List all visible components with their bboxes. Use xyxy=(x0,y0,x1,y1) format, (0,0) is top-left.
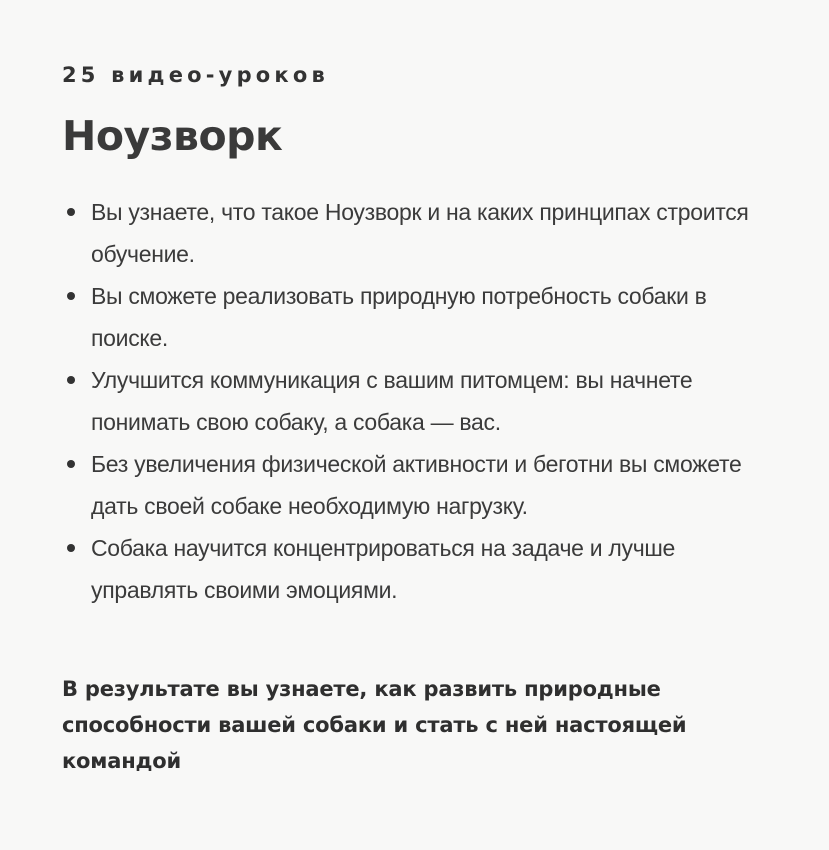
list-item xyxy=(62,275,782,359)
bullet-icon xyxy=(67,208,75,216)
list-item xyxy=(62,443,782,527)
bullet-icon xyxy=(67,544,75,552)
list-item-text: Вы узнаете, что такое Ноузворк и на каких принципах строится обучение. xyxy=(91,199,749,267)
course-title: Ноузворк xyxy=(62,112,283,160)
bullet-icon xyxy=(67,460,75,468)
list-item-text: Улучшится коммуникация с вашим питомцем: вы начнете понимать свою собаку, а собака — вас. xyxy=(91,367,693,435)
benefits-list xyxy=(62,191,782,611)
list-item-text: Вы сможете реализовать природную потребность собаки в поиске. xyxy=(91,283,707,351)
list-item xyxy=(62,359,782,443)
list-item xyxy=(62,527,782,611)
bullet-icon xyxy=(67,292,75,300)
result-summary: В результате вы узнаете, как развить природные способности вашей собаки и стать с ней настоящей командой xyxy=(62,677,687,773)
bullet-icon xyxy=(67,376,75,384)
lesson-count-label: 25 видео-уроков xyxy=(62,63,330,87)
list-item-text: Собака научится концентрироваться на задаче и лучше управлять своими эмоциями. xyxy=(91,535,676,603)
list-item-text: Без увеличения физической активности и беготни вы сможете дать своей собаке необходимую нагрузку. xyxy=(91,451,742,519)
list-item xyxy=(62,191,782,275)
